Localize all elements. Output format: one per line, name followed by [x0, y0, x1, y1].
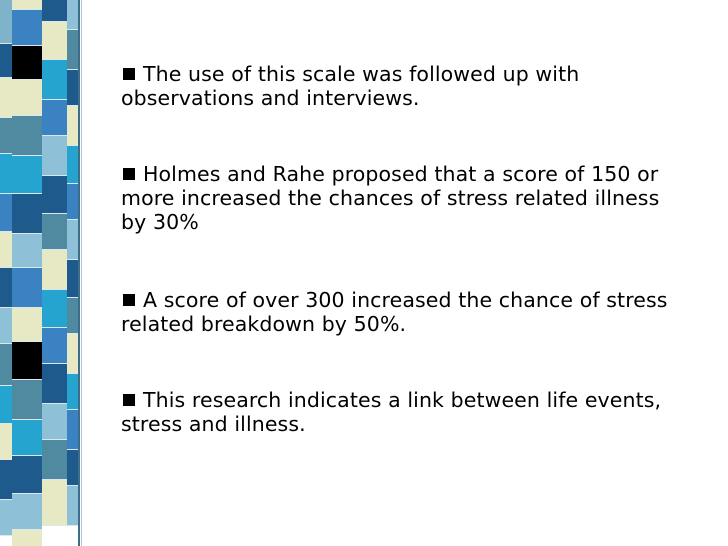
bullet-text: The use of this scale was followed up with observations and interviews. [121, 62, 580, 110]
bullet-item [121, 288, 681, 336]
square-bullet-icon [123, 394, 135, 406]
strip-column [12, 0, 42, 546]
square-bullet-icon [123, 168, 135, 180]
bullet-item [121, 388, 681, 436]
strip-column [42, 0, 67, 546]
square-bullet-icon [123, 68, 135, 80]
square-bullet-icon [123, 294, 135, 306]
bullet-item [121, 62, 681, 110]
bullet-text: Holmes and Rahe proposed that a score of 150 or more increased the chances of stress related illness by 30% [121, 162, 660, 234]
decorative-side-strip [0, 0, 78, 546]
strip-column [0, 0, 12, 546]
strip-column [67, 0, 78, 546]
strip-divider-line [81, 0, 82, 546]
bullet-item [121, 162, 681, 234]
bullet-text: A score of over 300 increased the chance of stress related breakdown by 50%. [121, 288, 668, 336]
strip-divider-line [78, 0, 80, 546]
bullet-text: This research indicates a link between life events, stress and illness. [121, 388, 662, 436]
